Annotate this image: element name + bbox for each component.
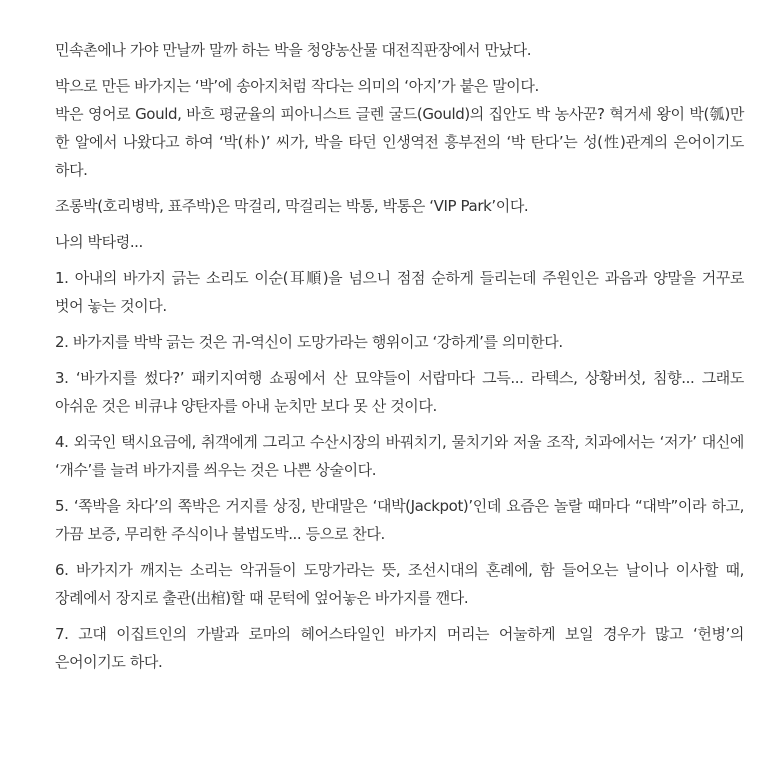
list-item-5 — [55, 492, 744, 548]
text-line: 나의 박타령... — [55, 233, 143, 251]
text-line: 1. 아내의 바가지 긁는 소리도 이순(耳順)을 넘으니 점점 순하게 들리는데 주원인은 과음과 양말을 거꾸로 벗어 놓는 것이다. — [55, 269, 744, 315]
list-item-1 — [55, 264, 744, 320]
text-line: 7. 고대 이집트인의 가발과 로마의 헤어스타일인 바가지 머리는 어눌하게 보일 경우가 많고 ‘헌병’의 은어이기도 하다. — [55, 625, 744, 671]
paragraph-intro — [55, 36, 744, 64]
text-line: 5. ‘쪽박을 차다’의 쪽박은 거지를 상징, 반대말은 ‘대박(Jackpot)’인데 요즘은 놀랄 때마다 “대박”이라 하고, 가끔 보증, 무리한 주식이나 불법도박... 등으로 찬다. — [55, 497, 744, 543]
text-line: 박은 영어로 Gould, 바흐 평균율의 피아니스트 글렌 굴드(Gould)의 집안도 박 농사꾼? 혁거세 왕이 박(瓠)만 한 알에서 나왔다고 하여 ‘박(朴)’ 씨가, 박을 타던 인생역전 흥부전의 ‘박 탄다’는 성(性)관계의 은어이기도 하다. — [55, 105, 744, 179]
list-item-3 — [55, 364, 744, 420]
paragraph-gourd — [55, 192, 744, 220]
list-item-2 — [55, 328, 744, 356]
list-item-7 — [55, 620, 744, 676]
text-line: 조롱박(호리병박, 표주박)은 막걸리, 막걸리는 박통, 박통은 ‘VIP Park’이다. — [55, 197, 529, 215]
text-line: 4. 외국인 택시요금에, 취객에게 그리고 수산시장의 바꿔치기, 물치기와 저울 조작, 치과에서는 ‘저가’ 대신에 ‘개수’를 늘려 바가지를 씌우는 것은 나쁜 상술이다. — [55, 433, 744, 479]
text-line: 2. 바가지를 박박 긁는 것은 귀-역신이 도망가라는 행위이고 ‘강하게’를 의미한다. — [55, 333, 563, 351]
text-line: 3. ‘바가지를 썼다?’ 패키지여행 쇼핑에서 산 묘약들이 서랍마다 그득... 라텍스, 상황버섯, 침향... 그래도 아쉬운 것은 비큐냐 양탄자를 아내 눈치만 보다 못 산 것이다. — [55, 369, 744, 415]
list-item-4 — [55, 428, 744, 484]
paragraph-etymology — [55, 72, 744, 184]
text-line: 6. 바가지가 깨지는 소리는 악귀들이 도망가라는 뜻, 조선시대의 혼례에, 함 들어오는 날이나 이사할 때, 장례에서 장지로 출관(出棺)할 때 문턱에 엎어놓은 바가지를 깬다. — [55, 561, 744, 607]
text-line: 민속촌에나 가야 만날까 말까 하는 박을 청양농산물 대전직판장에서 만났다. — [55, 41, 532, 59]
paragraph-heading — [55, 228, 744, 256]
list-item-6 — [55, 556, 744, 612]
text-line: 박으로 만든 바가지는 ‘박’에 송아지처럼 작다는 의미의 ‘아지’가 붙은 말이다. — [55, 77, 539, 95]
